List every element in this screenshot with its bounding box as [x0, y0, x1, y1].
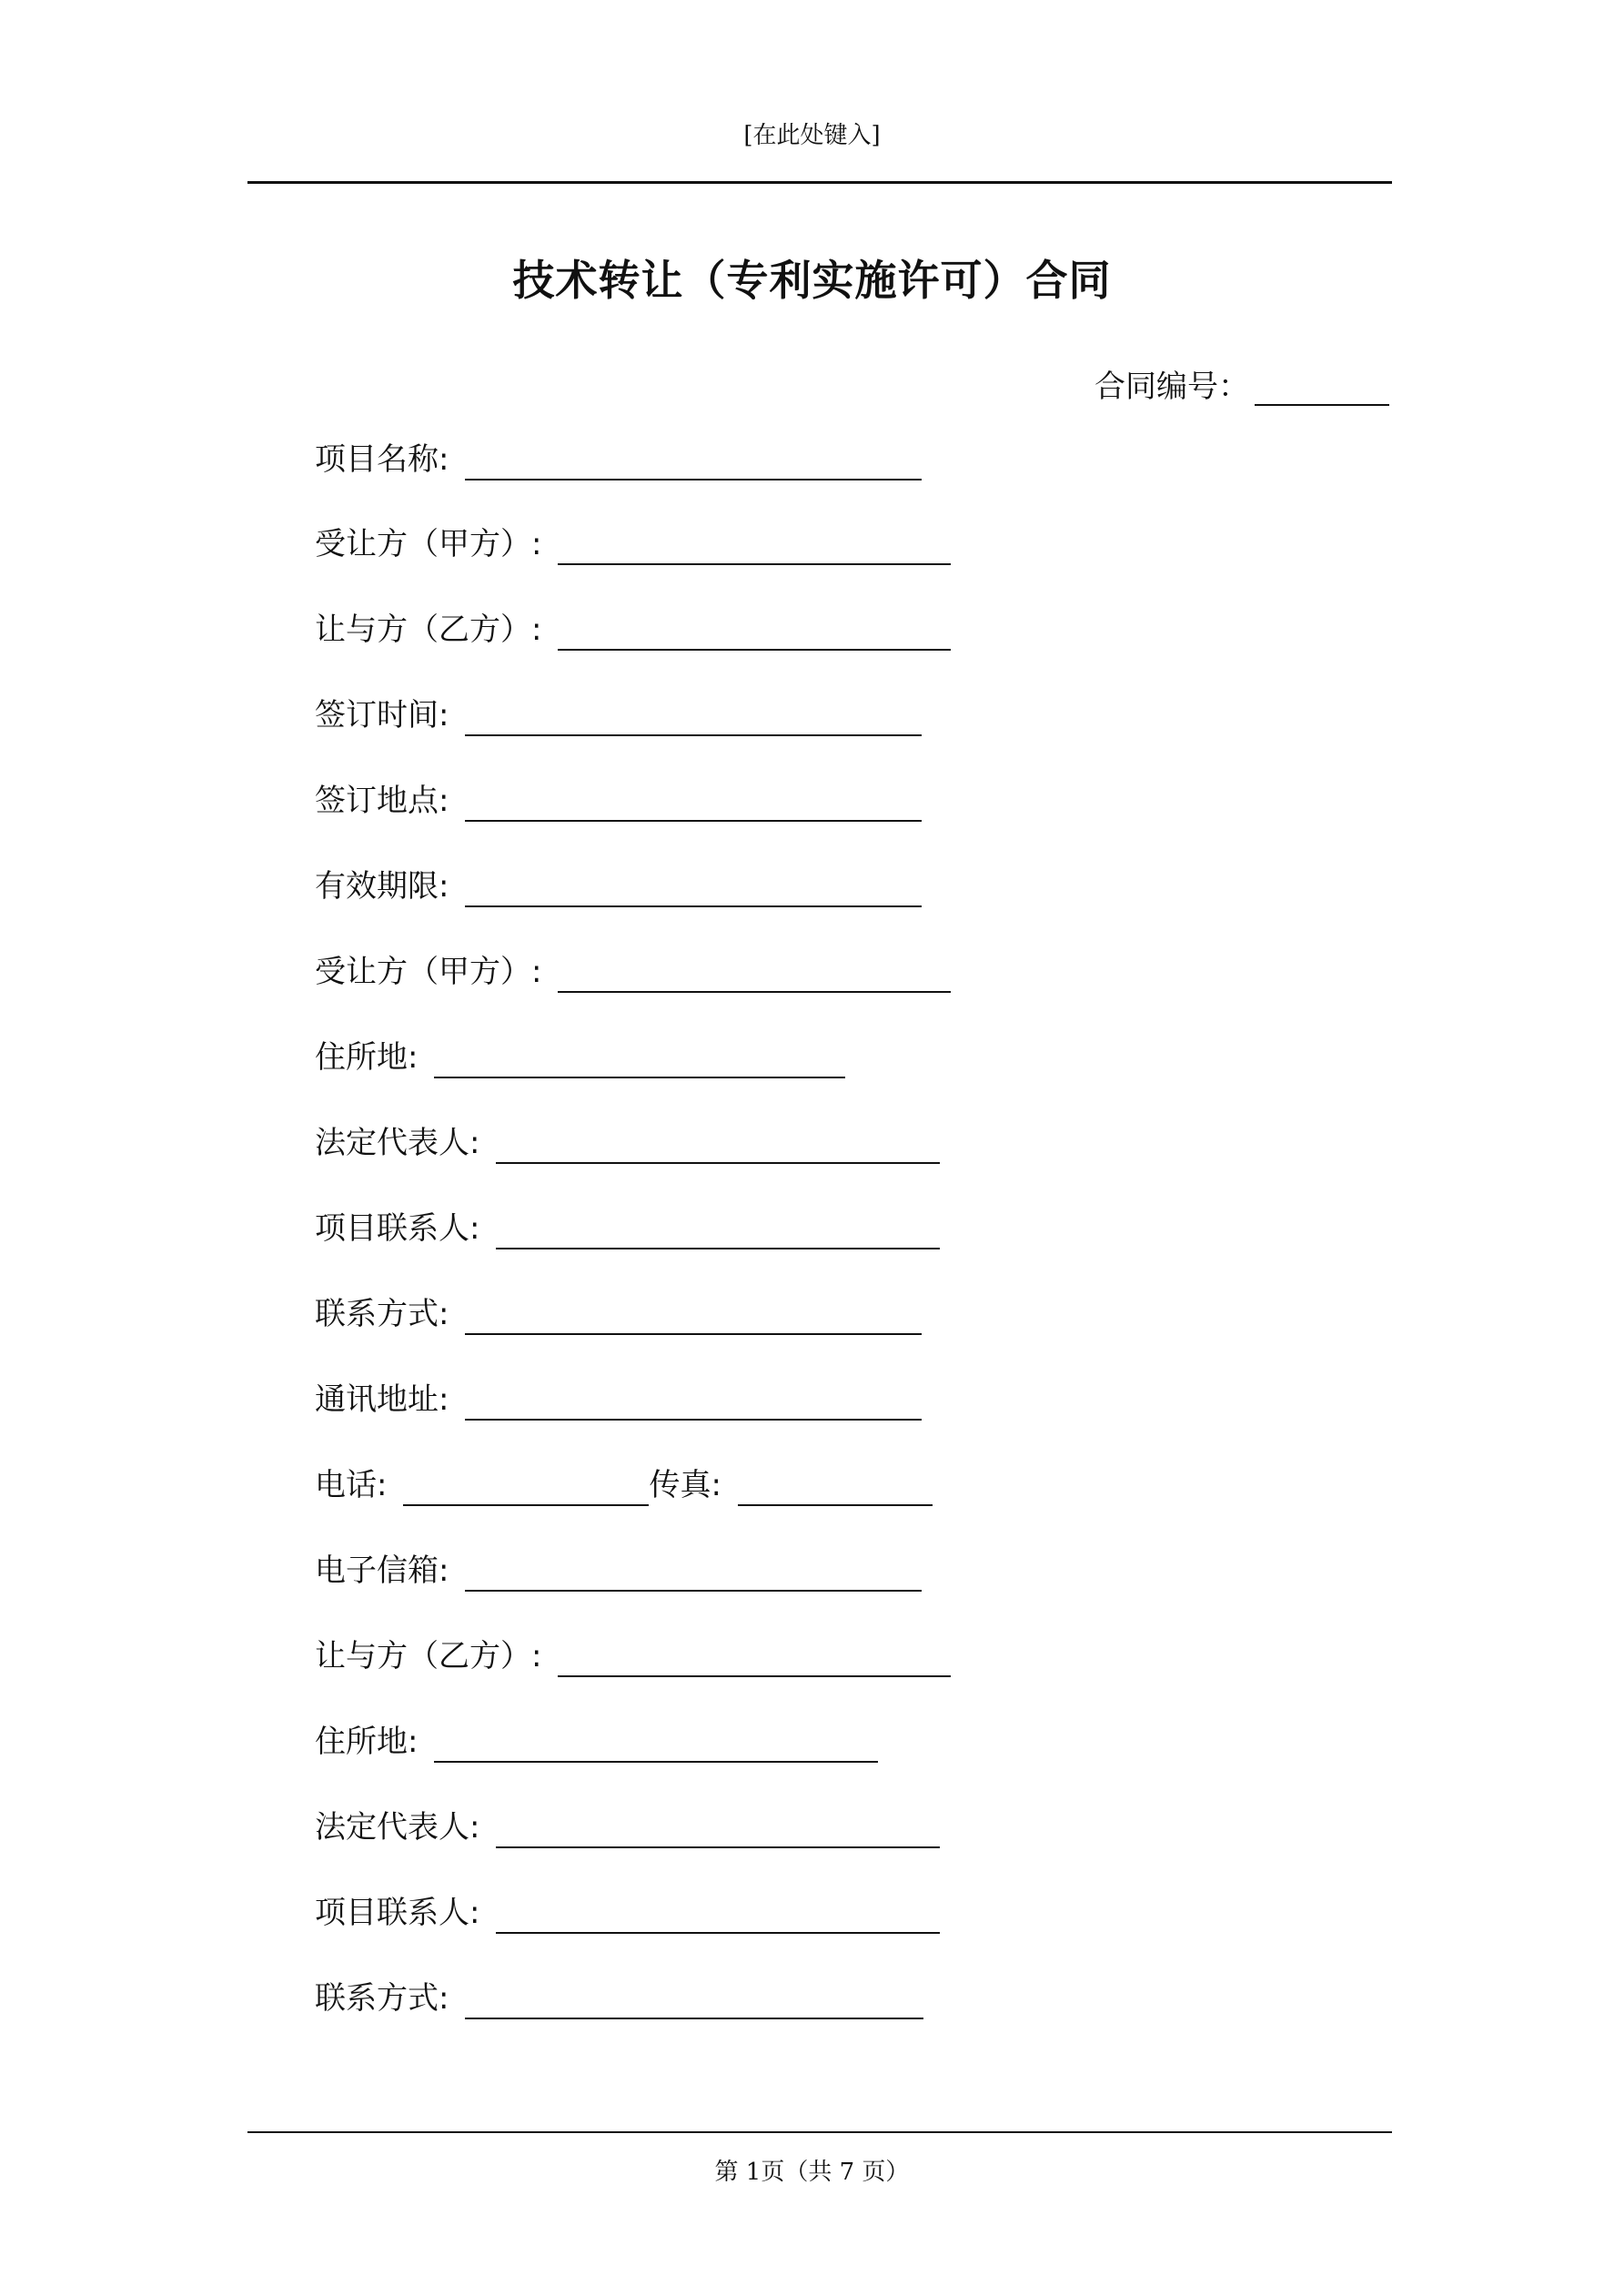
field-label: 通讯地址: [315, 1381, 449, 1418]
field-assignee [315, 520, 951, 565]
field-blank[interactable] [496, 1892, 940, 1934]
field-label: 签订地点: [315, 783, 449, 819]
field-label: 让与方（乙方）: [315, 612, 542, 648]
field-blank[interactable] [465, 694, 922, 736]
field-blank[interactable] [496, 1122, 940, 1164]
field-phone-fax [315, 1461, 933, 1506]
field-blank[interactable] [558, 951, 951, 993]
field-blank[interactable] [465, 1550, 922, 1592]
field-label: 受让方（甲方）: [315, 954, 542, 990]
field-label: 有效期限: [315, 868, 449, 905]
field-label: 法定代表人: [315, 1125, 480, 1161]
field-blank[interactable] [465, 780, 922, 822]
fax-blank[interactable] [738, 1464, 933, 1506]
field-blank[interactable] [496, 1208, 940, 1249]
field-label-phone: 电话: [315, 1467, 388, 1503]
field-blank[interactable] [434, 1721, 878, 1763]
field-project-name [315, 435, 922, 480]
field-blank[interactable] [558, 523, 951, 565]
field-blank[interactable] [465, 1293, 922, 1335]
field-project-contact-2 [315, 1888, 940, 1934]
field-assignor-2 [315, 1632, 951, 1677]
field-label: 受让方（甲方）: [315, 526, 542, 562]
field-contact-method [315, 1290, 922, 1335]
document-title: 技术转让（专利实施许可）合同 [512, 256, 1112, 305]
field-signing-place [315, 776, 922, 822]
field-blank[interactable] [496, 1806, 940, 1848]
footer-divider [247, 2131, 1392, 2133]
field-project-contact [315, 1204, 940, 1249]
field-label: 法定代表人: [315, 1809, 480, 1846]
field-blank[interactable] [558, 609, 951, 651]
field-blank[interactable] [465, 865, 922, 907]
field-label: 项目名称: [315, 441, 449, 478]
field-label: 联系方式: [315, 1296, 449, 1332]
field-assignor [315, 605, 951, 651]
field-validity-period [315, 862, 922, 907]
contract-number-label: 合同编号： [1094, 369, 1249, 405]
field-label: 住所地: [315, 1039, 419, 1076]
field-legal-representative-2 [315, 1803, 940, 1848]
field-contact-method-2 [315, 1974, 923, 2019]
field-domicile-2 [315, 1717, 878, 1763]
field-blank[interactable] [558, 1635, 951, 1677]
field-blank[interactable] [434, 1037, 845, 1078]
field-assignee-2 [315, 947, 951, 993]
contract-number-blank[interactable] [1255, 366, 1389, 406]
page-number-footer: 第 1页（共 7 页） [714, 2159, 910, 2186]
page-header: [在此处键入] [743, 122, 881, 149]
field-email [315, 1546, 922, 1592]
field-label: 让与方（乙方）: [315, 1638, 542, 1674]
field-label: 联系方式: [315, 1980, 449, 2017]
field-domicile [315, 1033, 845, 1078]
field-label: 项目联系人: [315, 1895, 480, 1931]
field-label: 住所地: [315, 1724, 419, 1760]
field-blank[interactable] [465, 1977, 923, 2019]
field-label: 项目联系人: [315, 1210, 480, 1247]
field-legal-representative [315, 1118, 940, 1164]
phone-blank[interactable] [403, 1464, 649, 1506]
header-divider [247, 181, 1392, 184]
field-mailing-address [315, 1375, 922, 1421]
field-signing-time [315, 691, 922, 736]
field-label-fax: 传真: [649, 1467, 721, 1503]
field-blank[interactable] [465, 1379, 922, 1421]
contract-number-field [1094, 366, 1389, 406]
field-blank[interactable] [465, 439, 922, 480]
field-label: 签订时间: [315, 697, 449, 733]
field-label: 电子信箱: [315, 1553, 449, 1589]
